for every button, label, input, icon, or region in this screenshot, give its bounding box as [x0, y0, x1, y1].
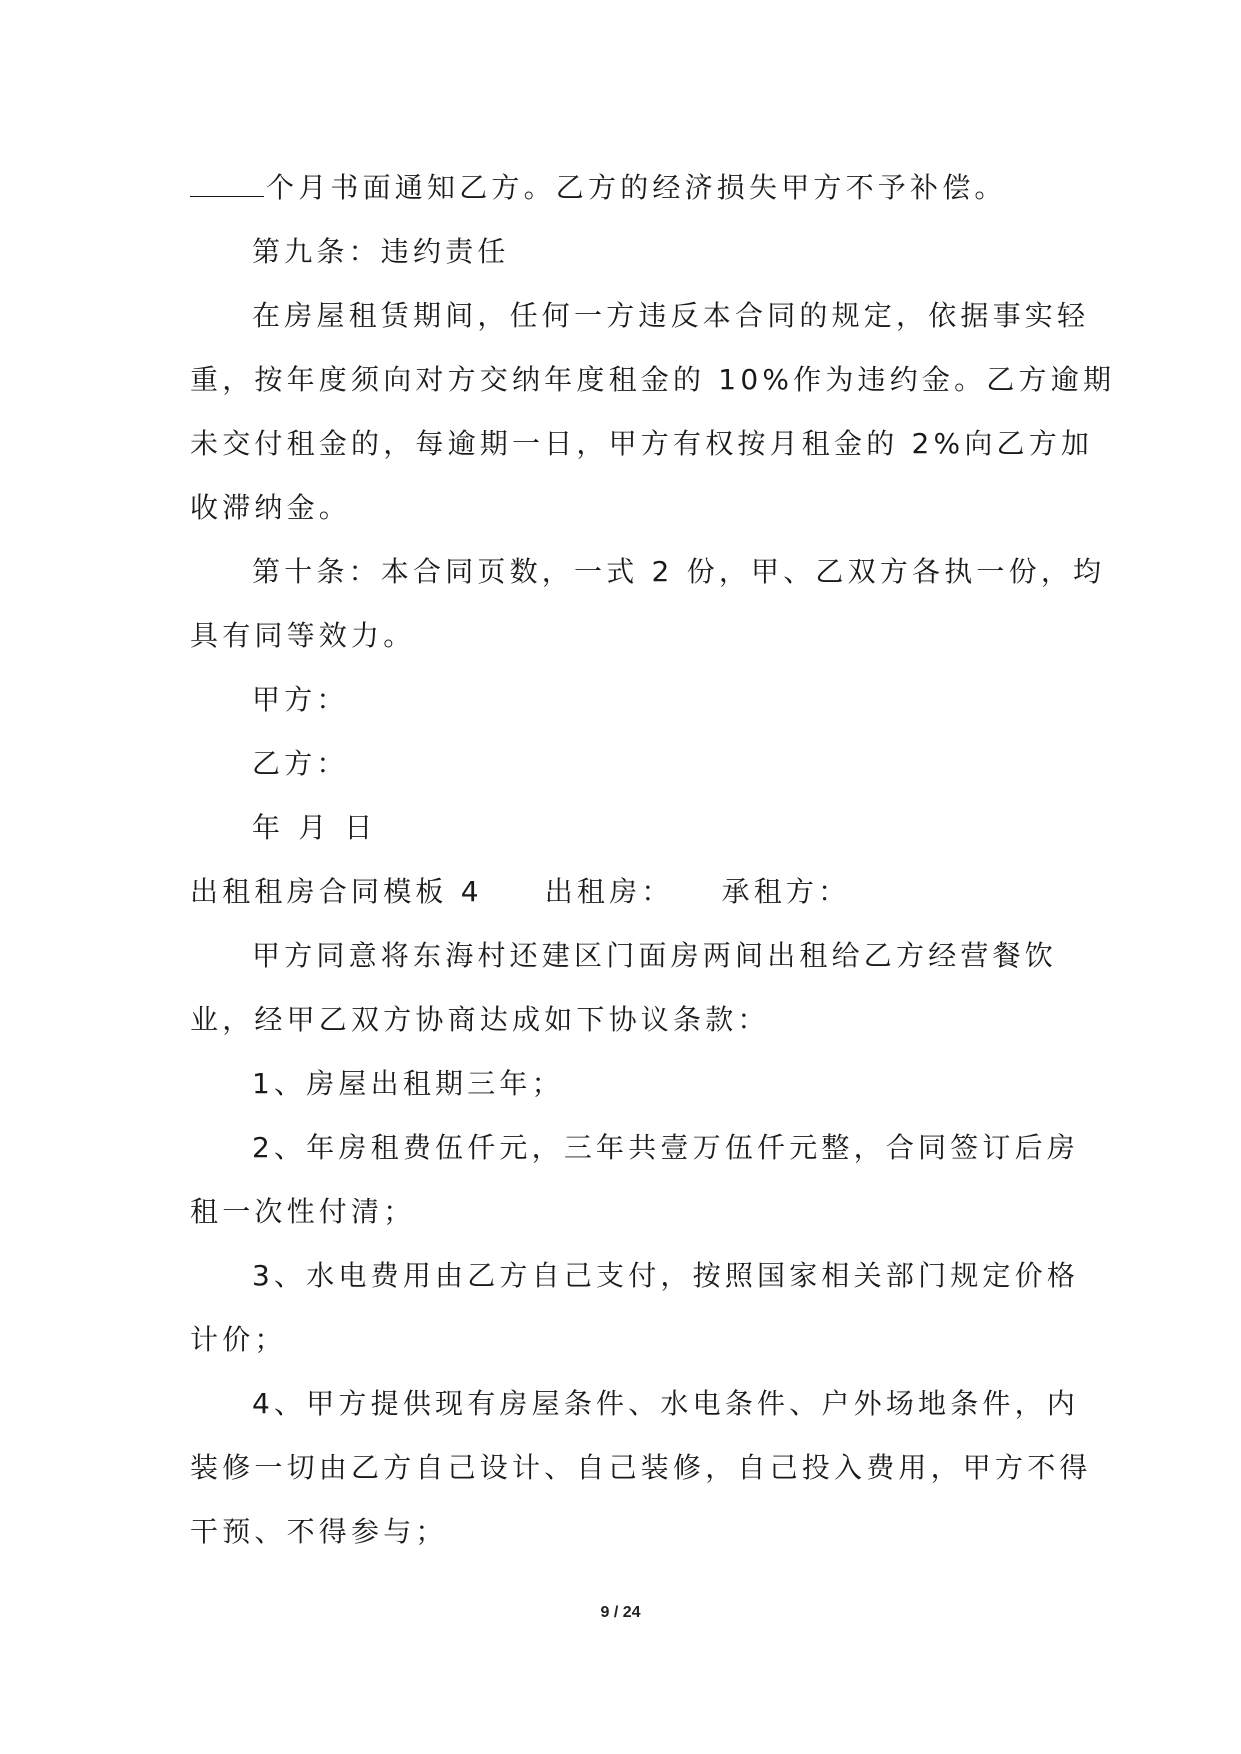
line-text: 干预、不得参与； — [190, 1515, 448, 1548]
lessor-label: 出租房： — [544, 875, 674, 908]
date-month: 月 — [298, 811, 331, 844]
paragraph-line — [190, 1308, 1050, 1372]
line-text: 租一次性付清； — [190, 1195, 416, 1228]
line-text: 4、甲方提供现有房屋条件、水电条件、户外场地条件，内 — [252, 1387, 1080, 1420]
line-text: 3、水电费用由乙方自己支付，按照国家相关部门规定价格 — [252, 1259, 1080, 1292]
paragraph-line — [190, 284, 1090, 348]
contract-title-line — [190, 860, 1050, 924]
line-text: 甲方同意将东海村还建区门面房两间出租给乙方经营餐饮 — [252, 939, 1058, 972]
clause-item — [190, 1052, 1050, 1116]
paragraph-line — [190, 412, 1094, 476]
paragraph-line — [190, 924, 1058, 988]
paragraph-line — [190, 1436, 1092, 1500]
paragraph-line — [190, 1500, 1050, 1564]
date-day: 日 — [344, 811, 377, 844]
paragraph-line — [190, 1180, 1050, 1244]
date-line — [190, 796, 1050, 860]
party-a-signature-label — [190, 668, 1050, 732]
line-text: 第九条：违约责任 — [252, 235, 510, 268]
paragraph-line — [190, 156, 1050, 220]
document-body — [190, 156, 1116, 1564]
paragraph-line — [190, 604, 1050, 668]
line-text: 在房屋租赁期间，任何一方违反本合同的规定，依据事实轻 — [252, 299, 1090, 332]
line-text: 甲方： — [252, 683, 349, 716]
paragraph-line — [190, 348, 1116, 412]
party-b-signature-label — [190, 732, 1050, 796]
paragraph-line — [190, 988, 1050, 1052]
line-text: 收滞纳金。 — [190, 491, 352, 524]
date-year: 年 — [252, 811, 285, 844]
fill-in-blank — [190, 170, 264, 197]
line-text: 乙方： — [252, 747, 349, 780]
clause-item — [190, 1372, 1080, 1436]
page-number: 9 / 24 — [600, 1604, 641, 1621]
article-heading — [190, 220, 1050, 284]
line-text: 计价； — [190, 1323, 287, 1356]
paragraph-line — [190, 476, 1050, 540]
line-text: 2、年房租费伍仟元，三年共壹万伍仟元整，合同签订后房 — [252, 1131, 1080, 1164]
line-text: 重，按年度须向对方交纳年度租金的 10%作为违约金。乙方逾期 — [190, 363, 1116, 396]
line-text: 个月书面通知乙方。乙方的经济损失甲方不予补偿。 — [266, 171, 1007, 204]
line-text: 业，经甲乙双方协商达成如下协议条款： — [190, 1003, 770, 1036]
lessee-label: 承租方： — [721, 875, 851, 908]
paragraph-line — [190, 540, 1106, 604]
line-text: 1、房屋出租期三年； — [252, 1067, 564, 1100]
line-text: 具有同等效力。 — [190, 619, 416, 652]
line-text: 未交付租金的，每逾期一日，甲方有权按月租金的 2%向乙方加 — [190, 427, 1094, 460]
clause-item — [190, 1244, 1080, 1308]
contract-title: 出租租房合同模板 4 — [190, 875, 483, 908]
line-text: 装修一切由乙方自己设计、自己装修，自己投入费用，甲方不得 — [190, 1451, 1092, 1484]
line-text: 第十条：本合同页数，一式 2 份，甲、乙双方各执一份，均 — [252, 555, 1106, 588]
clause-item — [190, 1116, 1080, 1180]
